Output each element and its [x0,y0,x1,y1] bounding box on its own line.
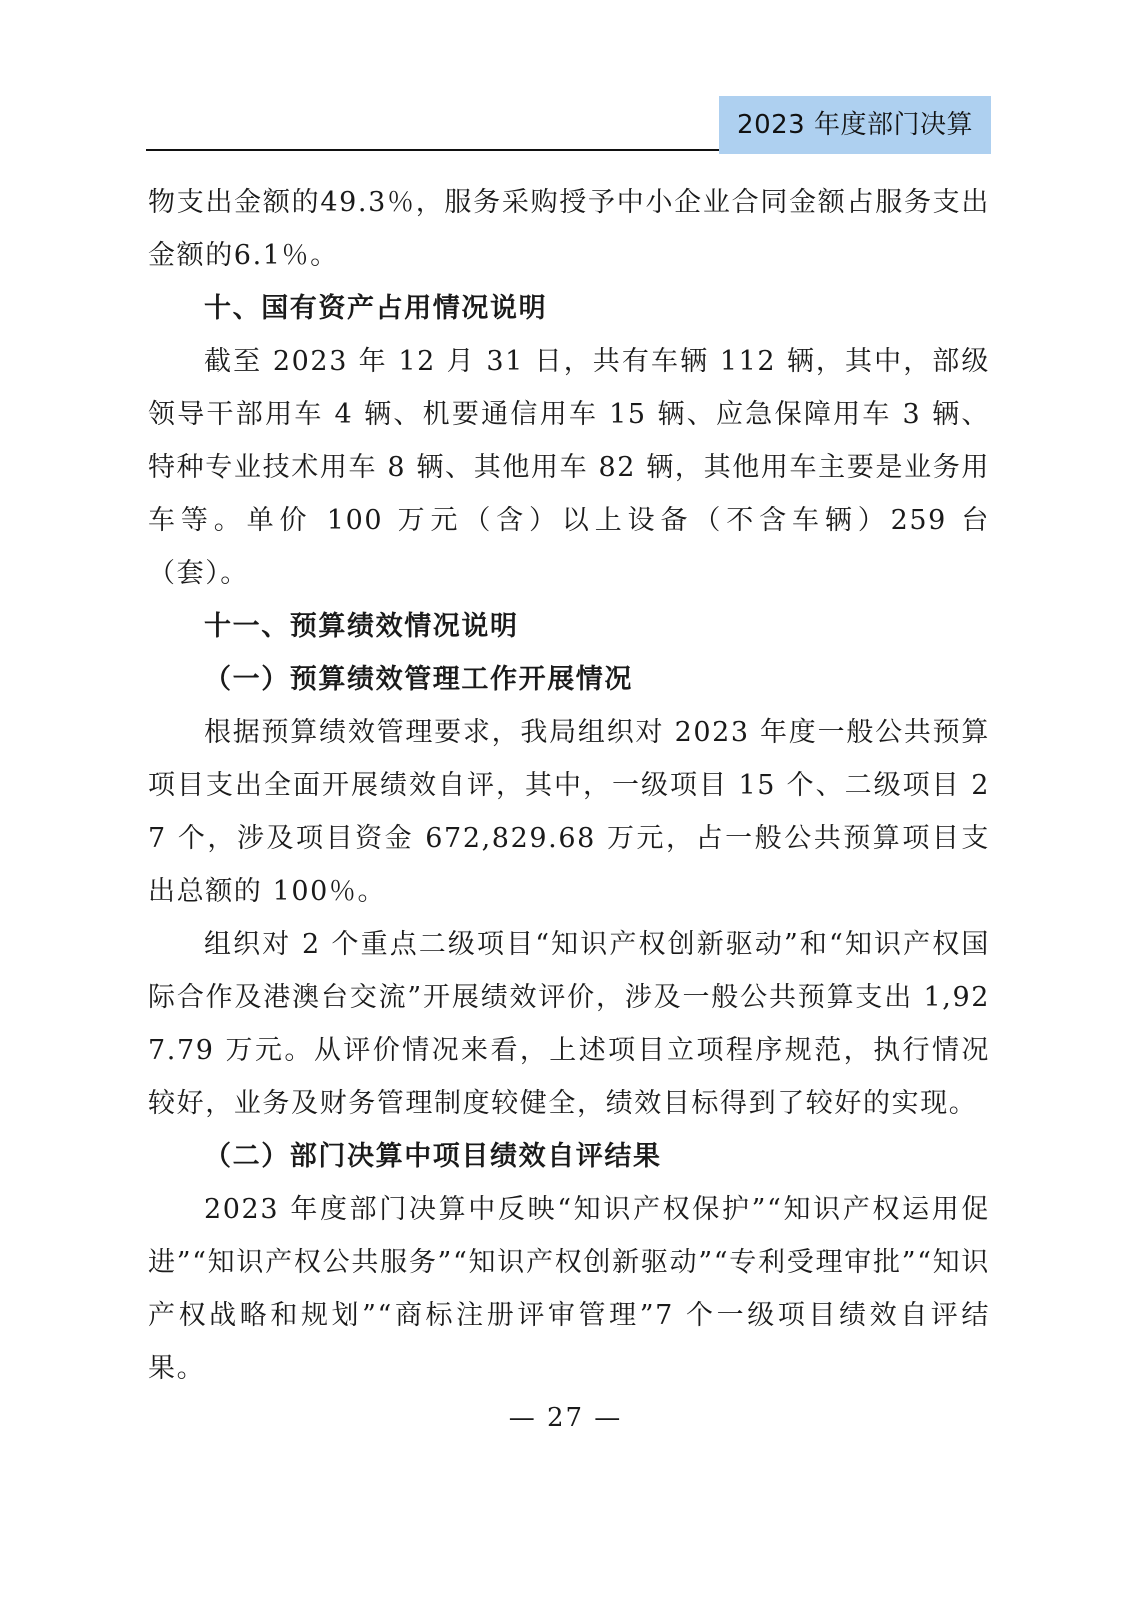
header-rule [146,149,719,151]
paragraph-performance-self-eval: 根据预算绩效管理要求，我局组织对 2023 年度一般公共预算项目支出全面开展绩效自评，其中，一级项目 15 个、二级项目 27 个，涉及项目资金 672,829.68 万元，占一般公共预算项目支出总额的 100％。 [148,717,990,907]
header-badge: 2023 年度部门决算 [719,96,991,154]
section-11-heading: 十一、预算绩效情况说明 [204,611,519,642]
section-10-heading: 十、国有资产占用情况说明 [204,293,548,324]
paragraph-procurement-continued: 物支出金额的49.3％，服务采购授予中小企业合同金额占服务支出金额的6.1％。 [148,187,990,271]
paragraph-performance-review: 组织对 2 个重点二级项目“知识产权创新驱动”和“知识产权国际合作及港澳台交流”开展绩效评价，涉及一般公共预算支出 1,927.79 万元。从评价情况来看，上述项目立项程序规范，执行情况较好，业务及财务管理制度较健全，绩效目标得到了较好的实现。 [148,929,990,1119]
paragraph-project-results: 2023 年度部门决算中反映“知识产权保护”“知识产权运用促进”“知识产权公共服务”“知识产权创新驱动”“专利受理审批”“知识产权战略和规划”“商标注册评审管理”7 个一级项目绩效自评结果。 [148,1194,990,1384]
page-number: — 27 — [508,1403,623,1433]
document-body [148,176,990,1395]
paragraph-assets: 截至 2023 年 12 月 31 日，共有车辆 112 辆，其中，部级领导干部用车 4 辆、机要通信用车 15 辆、应急保障用车 3 辆、特种专业技术用车 8 辆、其他用车 82 辆，其他用车主要是业务用车等。单价 100 万元（含）以上设备（不含车辆）259 台（套）。 [148,346,990,589]
subsection-2-heading: （二）部门决算中项目绩效自评结果 [204,1141,662,1172]
subsection-1-heading: （一）预算绩效管理工作开展情况 [204,664,633,695]
